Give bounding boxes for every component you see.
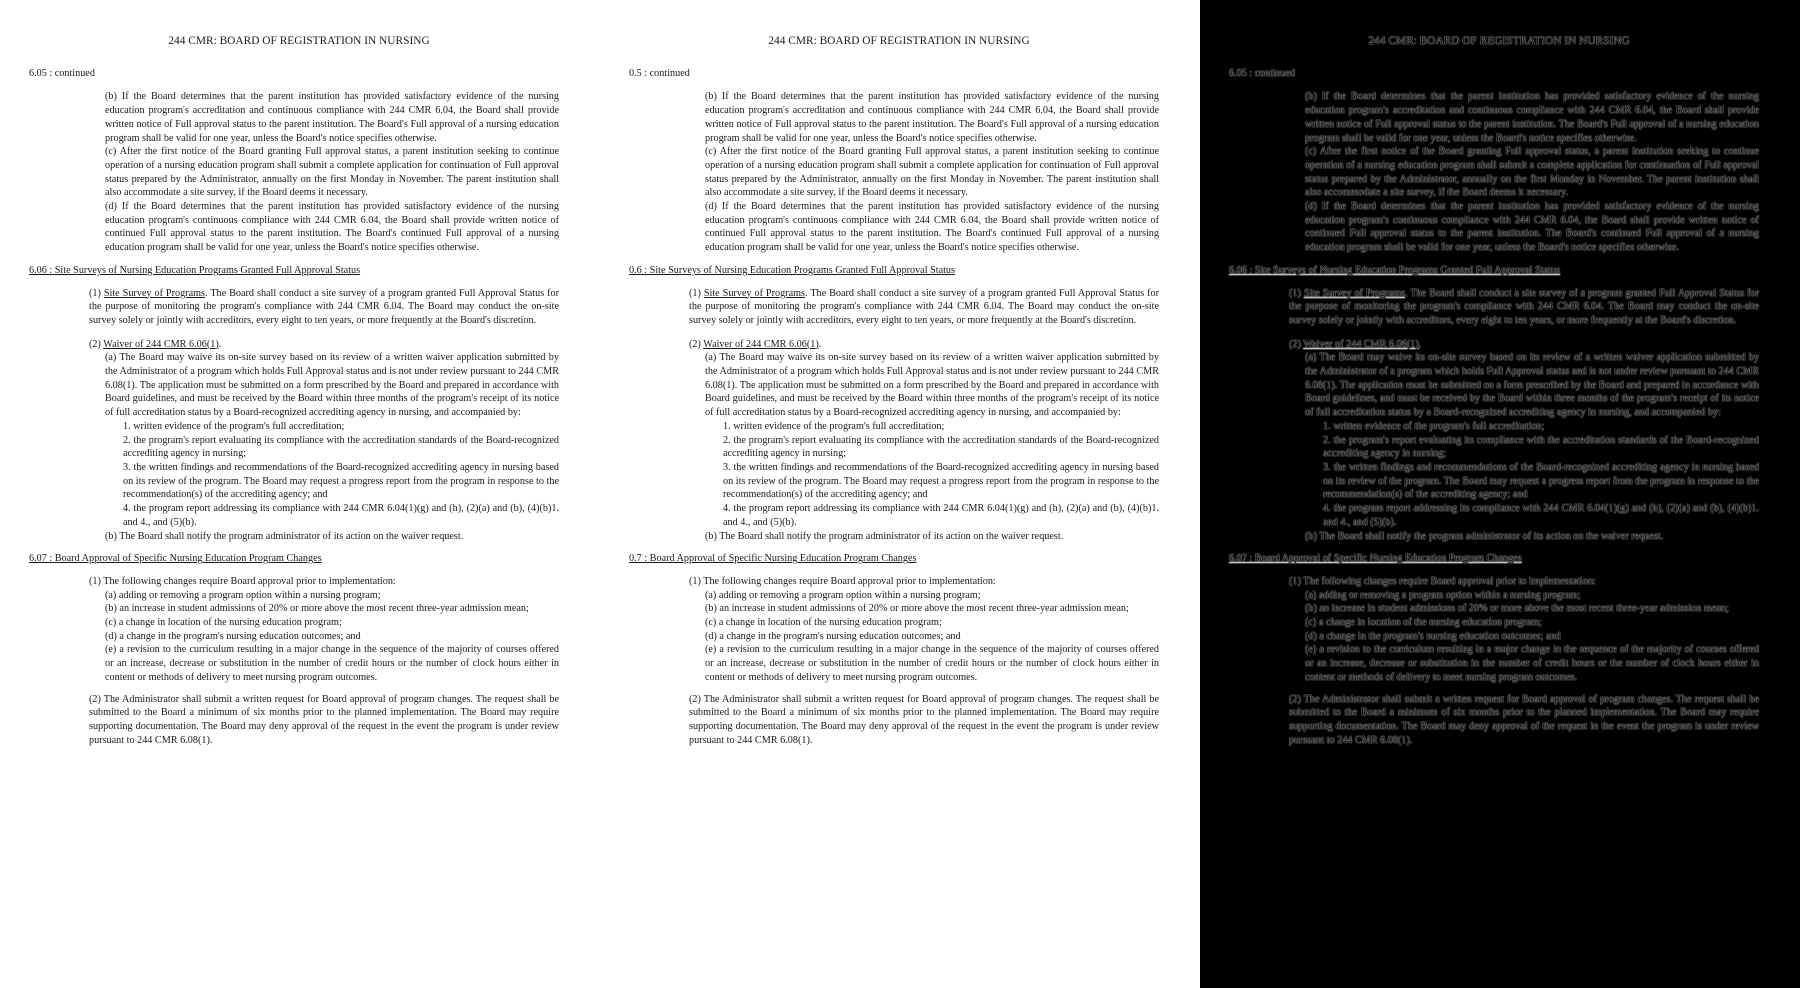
section-6-07-heading (629, 552, 1200, 566)
section-number: 0.7 : (629, 553, 648, 565)
section-6-06-2-heading (1289, 338, 1759, 352)
section-6-06-heading (29, 264, 600, 278)
section-title: Board Approval of Specific Nursing Education Program Changes (54, 553, 322, 565)
subsection-title: Waiver of 244 CMR 6.06(1) (1303, 338, 1419, 350)
section-6-07-1b: (b) an increase in student admissions of 20% or more above the most recent three-year admission mean; (105, 603, 529, 615)
section-6-07-1e: (e) a revision to the curriculum resulting in a major change in the sequence of the majority of courses offered or an increase, decrease or substitution in the number of credit hours or the number of clock hours either in content or methods of delivery to meet nursing program outcomes. (1305, 644, 1759, 683)
item-number: (2) (689, 338, 701, 350)
section-number: 6.07 : (29, 553, 53, 565)
section-6-07-heading (29, 552, 600, 566)
section-6-06-2b: (b) The Board shall notify the program administrator of its action on the waiver request. (705, 530, 1064, 542)
section-title: Board Approval of Specific Nursing Education Program Changes (1254, 553, 1522, 565)
list-item-4: 4. the program report addressing its compliance with 244 CMR 6.04(1)(g) and (h), (2)(a) and (b), (4)(b)1. and 4., and (5)(b). (123, 503, 559, 528)
section-6-06-heading (1229, 264, 1800, 278)
section-number: 6.06 : (29, 264, 53, 276)
section-title: Site Surveys of Nursing Education Programs Granted Full Approval Status (54, 264, 361, 276)
panel-original (0, 0, 600, 988)
section-6-06-2b: (b) The Board shall notify the program administrator of its action on the waiver request. (105, 530, 464, 542)
subsection-title: Site Survey of Programs (1303, 287, 1405, 299)
subsection-text: . The Board shall conduct a site survey of a program granted Full Approval Status for the purpose of monitoring the program's compliance with 244 CMR 6.04. The Board may conduct the on-site survey solely or jointly with accreditors, every eight to ten years, or more frequently at the Board's discretion. (1289, 287, 1760, 326)
continued-label: 6.05 : continued (1229, 67, 1295, 79)
paragraph-d: (d) If the Board determines that the parent institution has provided satisfactory evidence of the nursing education program's continuous compliance with 244 CMR 6.04, the Board shall provide written notice of continued Full approval status to the parent institution. The Board's continued Full approval of a nursing education program shall be valid for one year, unless the Board's notice specifies otherwise. (1305, 201, 1759, 254)
panel-inverted (1200, 0, 1800, 988)
subsection-text: . The Board shall conduct a site survey of a program granted Full Approval Status for the purpose of monitoring the program's compliance with 244 CMR 6.04. The Board may conduct the on-site survey solely or jointly with accreditors, every eight to ten years, or more frequently at the Board's discretion. (689, 287, 1160, 326)
section-6-06-2a: (a) The Board may waive its on-site survey based on its review of a written waiver application submitted by the Administrator of a program which holds Full Approval status and is not under review pursuant to 244 CMR 6.08(1). The application must be submitted on a form prescribed by the Board and prepared in accordance with Board guidelines, and must be received by the Board within three months of the program's receipt of its notice of full accreditation status by a Board-recognized accrediting agency in nursing, and accompanied by: (105, 352, 559, 419)
section-6-07-1b: (b) an increase in student admissions of 20% or more above the most recent three-year admission mean; (1305, 603, 1729, 615)
page-header: 244 CMR: BOARD OF REGISTRATION IN NURSING (168, 35, 430, 47)
section-title: Board Approval of Specific Nursing Education Program Changes (649, 553, 917, 565)
section-6-06-2a: (a) The Board may waive its on-site survey based on its review of a written waiver application submitted by the Administrator of a program which holds Full Approval status and is not under review pursuant to 244 CMR 6.08(1). The application must be submitted on a form prescribed by the Board and prepared in accordance with Board guidelines, and must be received by the Board within three months of the program's receipt of its notice of full accreditation status by a Board-recognized accrediting agency in nursing, and accompanied by: (705, 352, 1159, 419)
section-6-07-1d: (d) a change in the program's nursing education outcomes; and (1305, 630, 1561, 642)
paragraph-b: (b) If the Board determines that the parent institution has provided satisfactory evidence of the nursing education program's accreditation and continuous compliance with 244 CMR 6.04, the Board shall provide written notice of Full approval status to the parent institution. The Board's Full approval of a nursing education program shall be valid for one year, unless the Board's notice specifies otherwise. (1305, 91, 1759, 144)
section-6-07-1e: (e) a revision to the curriculum resulting in a major change in the sequence of the majority of courses offered or an increase, decrease or substitution in the number of credit hours or the number of clock hours either in content or methods of delivery to meet nursing program outcomes. (705, 644, 1159, 683)
section-6-06-2a: (a) The Board may waive its on-site survey based on its review of a written waiver application submitted by the Administrator of a program which holds Full Approval status and is not under review pursuant to 244 CMR 6.08(1). The application must be submitted on a form prescribed by the Board and prepared in accordance with Board guidelines, and must be received by the Board within three months of the program's receipt of its notice of full accreditation status by a Board-recognized accrediting agency in nursing, and accompanied by: (1305, 352, 1759, 419)
section-6-06-1 (1289, 287, 1759, 328)
section-6-06-1 (89, 287, 559, 328)
section-number: 6.06 : (1229, 264, 1253, 276)
list-item-1: 1. written evidence of the program's full accreditation; (123, 420, 345, 432)
list-item-3: 3. the written findings and recommendations of the Board-recognized accrediting agency in nursing based on its review of the program. The Board may request a progress report from the program in response to the recommendation(s) of the accrediting agency; and (723, 461, 1159, 501)
subsection-title: Waiver of 244 CMR 6.06(1) (703, 338, 819, 350)
section-title: Site Surveys of Nursing Education Programs Granted Full Approval Status (649, 264, 955, 276)
section-6-07-1e: (e) a revision to the curriculum resulting in a major change in the sequence of the majority of courses offered or an increase, decrease or substitution in the number of credit hours or the number of clock hours either in content or methods of delivery to meet nursing program outcomes. (105, 644, 559, 683)
section-title: Site Surveys of Nursing Education Programs Granted Full Approval Status (1254, 264, 1561, 276)
page-header: 244 CMR: BOARD OF REGISTRATION IN NURSING (768, 35, 1030, 47)
subsection-text: . The Board shall conduct a site survey of a program granted Full Approval Status for the purpose of monitoring the program's compliance with 244 CMR 6.04. The Board may conduct the on-site survey solely or jointly with accreditors, every eight to ten years, or more frequently at the Board's discretion. (89, 287, 560, 326)
section-6-07-1c: (c) a change in location of the nursing education program; (105, 617, 342, 629)
paragraph-c: (c) After the first notice of the Board granting Full approval status, a parent institution seeking to continue operation of a nursing education program shall submit a complete application for continuation of Full approval status prepared by the Administrator, annually on the first Monday in November. The parent institution shall also accommodate a site survey, if the Board deems it necessary. (105, 146, 559, 199)
item-number: (2) (1289, 338, 1301, 350)
list-item-4: 4. the program report addressing its compliance with 244 CMR 6.04(1)(g) and (h), (2)(a) and (b), (4)(b)1. and 4., and (5)(b). (1323, 503, 1759, 528)
continued-label: 0.5 : continued (629, 67, 690, 79)
period: . (1418, 338, 1422, 350)
item-number: (1) (689, 287, 701, 299)
paragraph-b: (b) If the Board determines that the parent institution has provided satisfactory evidence of the nursing education program's accreditation and continuous compliance with 244 CMR 6.04, the Board shall provide written notice of Full approval status to the parent institution. The Board's Full approval of a nursing education program shall be valid for one year, unless the Board's notice specifies otherwise. (705, 91, 1159, 144)
section-number: 6.07 : (1229, 553, 1253, 565)
section-6-07-1b: (b) an increase in student admissions of 20% or more above the most recent three-year admission mean; (705, 603, 1129, 615)
section-6-07-1d: (d) a change in the program's nursing education outcomes; and (105, 630, 361, 642)
section-number: 0.6 : (629, 264, 648, 276)
subsection-title: Site Survey of Programs (703, 287, 805, 299)
paragraph-c: (c) After the first notice of the Board granting Full approval status, a parent institution seeking to continue operation of a nursing education program shall submit a complete application for continuation of Full approval status prepared by the Administrator, annually on the first Monday in November. The parent institution shall also accommodate a site survey, if the Board deems it necessary. (705, 146, 1159, 199)
section-6-05-text (105, 90, 559, 254)
section-6-06-2-heading (689, 338, 1159, 352)
section-6-06-2-heading (89, 338, 559, 352)
section-6-07-1c: (c) a change in location of the nursing education program; (705, 617, 942, 629)
section-6-07-1: (1) The following changes require Board approval prior to implementation: (689, 575, 996, 587)
section-6-05-text (705, 90, 1159, 254)
section-6-07-1a: (a) adding or removing a program option within a nursing program; (1305, 589, 1581, 601)
period: . (218, 338, 222, 350)
section-6-07-1a: (a) adding or removing a program option within a nursing program; (105, 589, 381, 601)
paragraph-c: (c) After the first notice of the Board granting Full approval status, a parent institution seeking to continue operation of a nursing education program shall submit a complete application for continuation of Full approval status prepared by the Administrator, annually on the first Monday in November. The parent institution shall also accommodate a site survey, if the Board deems it necessary. (1305, 146, 1759, 199)
page-header: 244 CMR: BOARD OF REGISTRATION IN NURSING (1368, 35, 1630, 47)
paragraph-b: (b) If the Board determines that the parent institution has provided satisfactory evidence of the nursing education program's accreditation and continuous compliance with 244 CMR 6.04, the Board shall provide written notice of Full approval status to the parent institution. The Board's Full approval of a nursing education program shall be valid for one year, unless the Board's notice specifies otherwise. (105, 91, 559, 144)
list-item-3: 3. the written findings and recommendations of the Board-recognized accrediting agency in nursing based on its review of the program. The Board may request a progress report from the program in response to the recommendation(s) of the accrediting agency; and (123, 461, 559, 501)
section-6-07-2: (2) The Administrator shall submit a written request for Board approval of program changes. The request shall be submitted to the Board a minimum of six months prior to the planned implementation. The Board may require supporting documentation. The Board may deny approval of the request in the event the program is under review pursuant to 244 CMR 6.08(1). (89, 693, 559, 746)
continued-label: 6.05 : continued (29, 67, 95, 79)
list-item-3: 3. the written findings and recommendations of the Board-recognized accrediting agency in nursing based on its review of the program. The Board may request a progress report from the program in response to the recommendation(s) of the accrediting agency; and (1323, 461, 1759, 501)
panel-transcribed (600, 0, 1200, 988)
section-6-07-1: (1) The following changes require Board approval prior to implementation: (89, 575, 396, 587)
paragraph-d: (d) If the Board determines that the parent institution has provided satisfactory evidence of the nursing education program's continuous compliance with 244 CMR 6.04, the Board shall provide written notice of continued Full approval status to the parent institution. The Board's continued Full approval of a nursing education program shall be valid for one year, unless the Board's notice specifies otherwise. (705, 201, 1159, 254)
section-6-07-1c: (c) a change in location of the nursing education program; (1305, 617, 1542, 629)
period: . (818, 338, 822, 350)
section-6-05-text (1305, 90, 1759, 254)
section-6-07-heading (1229, 552, 1800, 566)
section-6-06-2b: (b) The Board shall notify the program administrator of its action on the waiver request. (1305, 530, 1664, 542)
list-item-4: 4. the program report addressing its compliance with 244 CMR 6.04(1)(g) and (h), (2)(a) and (b), (4)(b)1. and 4., and (5)(b). (723, 503, 1159, 528)
list-item-1: 1. written evidence of the program's full accreditation; (723, 420, 945, 432)
section-6-07-1a: (a) adding or removing a program option within a nursing program; (705, 589, 981, 601)
section-6-07-2: (2) The Administrator shall submit a written request for Board approval of program changes. The request shall be submitted to the Board a minimum of six months prior to the planned implementation. The Board may require supporting documentation. The Board may deny approval of the request in the event the program is under review pursuant to 244 CMR 6.08(1). (1289, 693, 1759, 746)
item-number: (1) (1289, 287, 1301, 299)
item-number: (1) (89, 287, 101, 299)
paragraph-d: (d) If the Board determines that the parent institution has provided satisfactory evidence of the nursing education program's continuous compliance with 244 CMR 6.04, the Board shall provide written notice of continued Full approval status to the parent institution. The Board's continued Full approval of a nursing education program shall be valid for one year, unless the Board's notice specifies otherwise. (105, 201, 559, 254)
subsection-title: Site Survey of Programs (103, 287, 205, 299)
list-item-1: 1. written evidence of the program's full accreditation; (1323, 420, 1545, 432)
section-6-06-heading (629, 264, 1200, 278)
section-6-06-1 (689, 287, 1159, 328)
list-item-2: 2. the program's report evaluating its compliance with the accreditation standards of the Board-recognized accrediting agency in nursing; (123, 434, 559, 460)
list-item-2: 2. the program's report evaluating its compliance with the accreditation standards of the Board-recognized accrediting agency in nursing; (1323, 434, 1759, 460)
subsection-title: Waiver of 244 CMR 6.06(1) (103, 338, 219, 350)
list-item-2: 2. the program's report evaluating its compliance with the accreditation standards of the Board-recognized accrediting agency in nursing; (723, 434, 1159, 460)
section-6-07-1d: (d) a change in the program's nursing education outcomes; and (705, 630, 961, 642)
section-6-07-2: (2) The Administrator shall submit a written request for Board approval of program changes. The request shall be submitted to the Board a minimum of six months prior to the planned implementation. The Board may require supporting documentation. The Board may deny approval of the request in the event the program is under review pursuant to 244 CMR 6.08(1). (689, 693, 1159, 746)
item-number: (2) (89, 338, 101, 350)
section-6-07-1: (1) The following changes require Board approval prior to implementation: (1289, 575, 1596, 587)
